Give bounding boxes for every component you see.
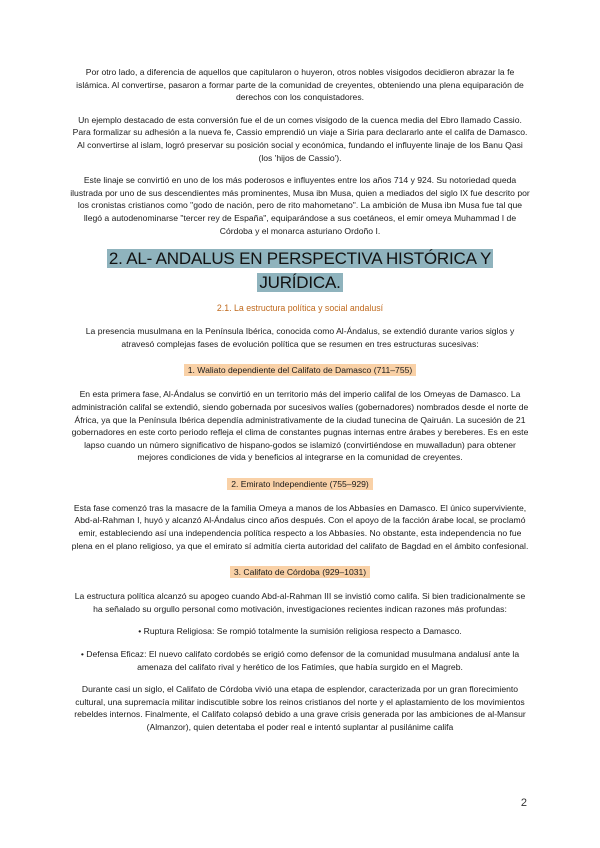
phase2-title: 2. Emirato Independiente (755–929) xyxy=(227,478,373,490)
phase1-title: 1. Waliato dependiente del Califato de Damasco (711–755) xyxy=(184,364,417,376)
closing-paragraph: Durante casi un siglo, el Califato de Córdoba vivió una etapa de esplendor, caracterizada por un gran florecimiento cultural, una supremacía militar indiscutible sobre los reinos cristianos del norte y el aplastamiento de los movimientos rebeldes internos. Finalmente, el Califato colapsó debido a una grave crisis generada por las ambiciones de al-Mansur (Almanzor), quien detentaba el poder real e intentó suplantar al pusilánime califa xyxy=(74,684,526,732)
intro-paragraph-2: Un ejemplo destacado de esta conversión fue el de un comes visigodo de la cuenca media del Ebro llamado Cassio. Para formalizar su adhesión a la nueva fe, Cassio emprendió un viaje a Siria para declararlo ante el califa de Damasco. Al convertirse al islam, logró preservar su posición social y económica, fundando el influyente linaje de los Banu Qasi (los 'hijos de Cassio'). xyxy=(72,114,528,163)
section-heading: 2. AL- ANDALUS EN PERSPECTIVA HISTÓRICA Y JURÍDICA. xyxy=(108,249,492,293)
phase1-paragraph: En esta primera fase, Al-Ándalus se convirtió en un territorio más del imperio califal de los Omeyas de Damasco. La administración califal se extendió, siendo gobernada por sucesivos walíes (gobernadores) nombrados desde el norte de África, ya que la Península Ibérica dependía administrativamente de la ciudad tunecina de Qairuán. La sucesión de 21 gobernadores en este corto periodo refleja el clima de constantes pugnas internas entre árabes y bereberes. Es en este lapso cuando un número significativo de hispano-godos se islamizó (convirtiéndose en muwalladun) para obtener mejores condiciones de vida y beneficios al integrarse en la comunidad de creyentes. xyxy=(71,389,529,463)
phase1-title-wrapper xyxy=(70,360,530,378)
intro-paragraph-1: Por otro lado, a diferencia de aquellos que capitularon o huyeron, otros nobles visigodos decidieron abrazar la fe islámica. Al convertirse, pasaron a formar parte de la comunidad de creyentes, obteniendo una plena equiparación de derechos con los conquistadores. xyxy=(76,67,524,103)
page-number: 2 xyxy=(520,797,527,809)
bullet-religious-rupture: • Ruptura Religiosa: Se rompió totalmente la sumisión religiosa respecto a Damasco. xyxy=(138,626,462,637)
page-content xyxy=(70,66,530,744)
phase2-title-wrapper xyxy=(70,474,530,492)
phase3-title: 3. Califato de Córdoba (929–1031) xyxy=(230,566,370,578)
subheading: 2.1. La estructura política y social andalusí xyxy=(216,303,384,314)
phase2-paragraph: Esta fase comenzó tras la masacre de la familia Omeya a manos de los Abbasíes en Damasco. El único superviviente, Abd-al-Rahman I, huyó y alcanzó Al-Ándalus cinco años después. Con el apoyo de la facción árabe local, se proclamó emir, estableciendo así una independencia política respecto a los Abbasíes. No obstante, esta independencia no fue plena en el plano religioso, ya que el emirato sí admitía cierta autoridad del califato de Bagdad en el ámbito confesional. xyxy=(71,502,529,551)
overview-paragraph: La presencia musulmana en la Península Ibérica, conocida como Al-Ándalus, se extendió durante varios siglos y atravesó complejas fases de evolución política que se resumen en tres estructuras sucesivas: xyxy=(85,326,515,349)
phase3-title-wrapper xyxy=(70,562,530,580)
section-heading-wrapper xyxy=(70,247,530,295)
phase3-paragraph: La estructura política alcanzó su apogeo cuando Abd-al-Rahman III se invistió como califa. Si bien tradicionalmente se ha señalado su orgullo personal como motivación, investigaciones recientes indican razones más profundas: xyxy=(74,591,526,614)
bullet-effective-defense: • Defensa Eficaz: El nuevo califato cordobés se erigió como defensor de la comunidad musulmana andalusí ante la amenaza del califato rival y herético de los Fatimíes, que había surgido en el Magreb. xyxy=(80,649,520,672)
intro-paragraph-3: Este linaje se convirtió en uno de los más poderosos e influyentes entre los años 714 y 924. Su notoriedad queda ilustrada por uno de sus descendientes más prominentes, Musa ibn Musa, quien a mediados del siglo IX fue descrito por los cronistas cristianos como "godo de nación, pero de rito mahometano". La ambición de Musa ibn Musa fue tal que llegó a autodenominarse "tercer rey de España", equiparándose a sus coetáneos, el emir omeya Muhammad I de Córdoba y el monarca asturiano Ordoño I. xyxy=(70,175,530,236)
